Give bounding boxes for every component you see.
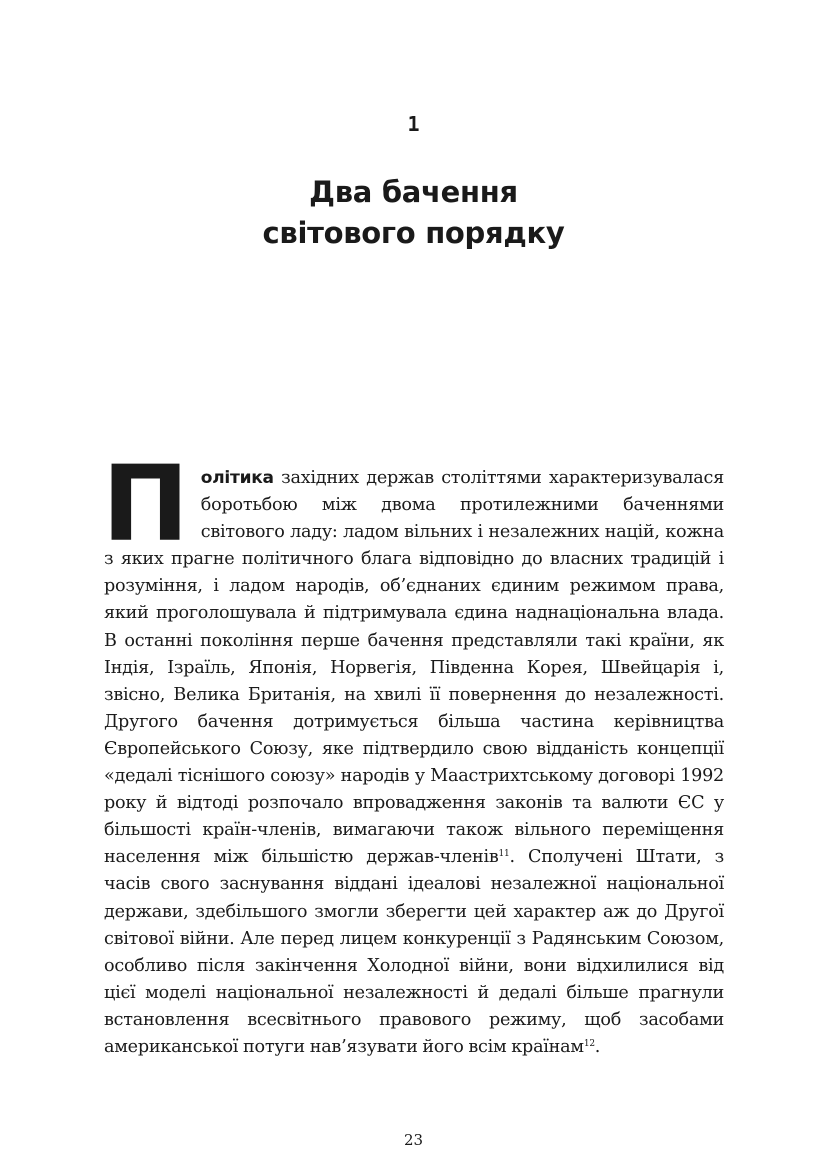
body-text-3: . — [594, 1036, 601, 1057]
body-text-1: західних держав століттями характеризувалася боротьбою між двома протилежними баченнями світового ладу: ладом вільних і незалежних націй, кожна з яких прагне політичного блага відповідно до власних традицій і розуміння, і ладом народів, об’єднаних єдиним режимом права, який проголошувала й підтримувала єдина наднаціональна влада. В останні покоління перше бачення представляли такі країни, як Індія, Ізраїль, Японія, Норвегія, Південна Корея, Швейцарія і, звісно, Велика Британія, на хвилі її повернення до незалежності. Другого бачення дотримується більша частина керівництва Європейського Союзу, яке підтвердило свою відданість концепції «дедалі тіснішого союзу» народів у Маастрихтському договорі 1992 року й відтоді розпочало впровадження законів та валюти ЄС у більшості країн-членів, вимагаючи також вільного переміщення населення між більшістю держав-членів — [104, 468, 724, 868]
chapter-number: 1 — [407, 112, 420, 136]
footnote-ref-11[interactable]: 11 — [498, 849, 510, 860]
lead-word: олітика — [200, 468, 274, 488]
page-number: 23 — [403, 1131, 424, 1149]
footnote-ref-12[interactable]: 12 — [583, 1038, 595, 1049]
chapter-title-line-1: Два бачення — [309, 175, 518, 209]
chapter-title — [0, 172, 827, 254]
body-text-2: . Сполучені Штати, з часів свого заснування віддані ідеалові незалежної національної держави, здебільшого змогли зберегти цей характер аж до Другої світової війни. Але перед лицем конкуренції з Радянським Союзом, особливо після закінчення Холодної війни, вони відхилилися від цієї моделі національної незалежності й дедалі більше прагнули встановлення всесвітнього правового режиму, щоб засобами американської потуги нав’язувати його всім країнам — [104, 847, 724, 1057]
body-paragraph — [102, 443, 724, 1061]
chapter-title-line-2: світового порядку — [262, 216, 565, 250]
drop-cap: П — [102, 443, 189, 565]
